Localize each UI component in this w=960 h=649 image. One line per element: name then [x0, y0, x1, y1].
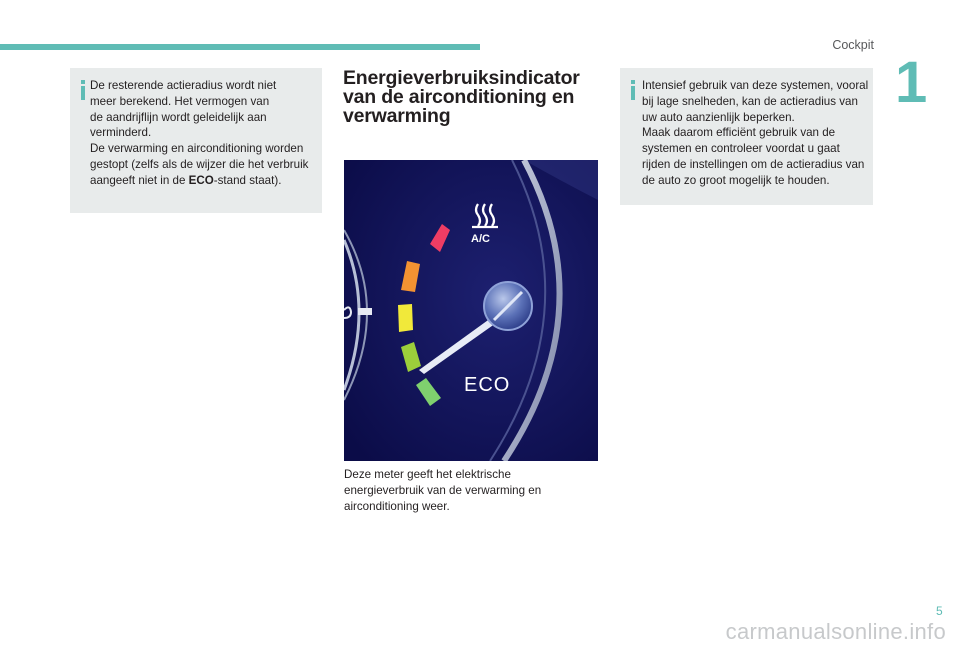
text-line: gestopt (zelfs als de wijzer die het verbruik	[90, 157, 309, 171]
text-line: de auto zo groot mogelijk te houden.	[642, 173, 830, 187]
info-box-right	[620, 68, 873, 205]
left-dial-tick	[358, 308, 372, 315]
heading-line: verwarming	[343, 105, 451, 127]
section-title: Cockpit	[832, 38, 874, 52]
gauge-illustration	[344, 160, 598, 461]
page-number: 5	[936, 604, 943, 618]
eco-label: ECO	[464, 374, 511, 396]
text-line: De verwarming en airconditioning worden	[90, 142, 304, 156]
text-line: verminderd.	[90, 126, 152, 140]
text-line: meer berekend. Het vermogen van	[90, 94, 270, 108]
text-line: -stand staat).	[213, 173, 282, 187]
eco-bold: ECO	[188, 173, 214, 187]
caption-line: energieverbruik van de verwarming en	[344, 483, 542, 497]
text-line: Maak daarom efficiënt gebruik van de	[642, 126, 836, 140]
header-accent-bar	[0, 44, 480, 50]
page-heading	[343, 69, 603, 126]
text-line: Intensief gebruik van deze systemen, vooral	[642, 79, 869, 92]
text-line: De resterende actieradius wordt niet	[90, 79, 277, 92]
gauge-segment-yellow	[398, 304, 413, 332]
text-line: bij lage snelheden, kan de actieradius van	[642, 94, 858, 108]
heading-line: van de airconditioning en	[343, 86, 575, 108]
heading-line: Energieverbruiksindicator	[343, 67, 580, 89]
info-icon	[628, 80, 638, 100]
text-line: rijden de instellingen om de actieradius van	[642, 157, 865, 171]
ac-label: A/C	[471, 233, 490, 245]
caption-line: Deze meter geeft het elektrische	[344, 468, 511, 481]
chapter-number: 1	[895, 50, 928, 115]
caption-line: airconditioning weer.	[344, 499, 450, 513]
figure-caption	[344, 467, 574, 514]
info-box-left-text	[90, 78, 320, 189]
energy-gauge-figure	[344, 160, 598, 461]
info-icon	[78, 80, 88, 100]
watermark: carmanualsonline.info	[725, 619, 946, 644]
info-box-left	[70, 68, 322, 213]
info-box-right-text	[642, 78, 870, 189]
text-line: systemen en controleer voordat u gaat	[642, 142, 840, 156]
text-line: aangeeft niet in de	[90, 173, 189, 187]
text-line: uw auto aanzienlijk beperken.	[642, 110, 795, 124]
text-line: de aandrijflijn wordt geleidelijk aan	[90, 110, 267, 124]
